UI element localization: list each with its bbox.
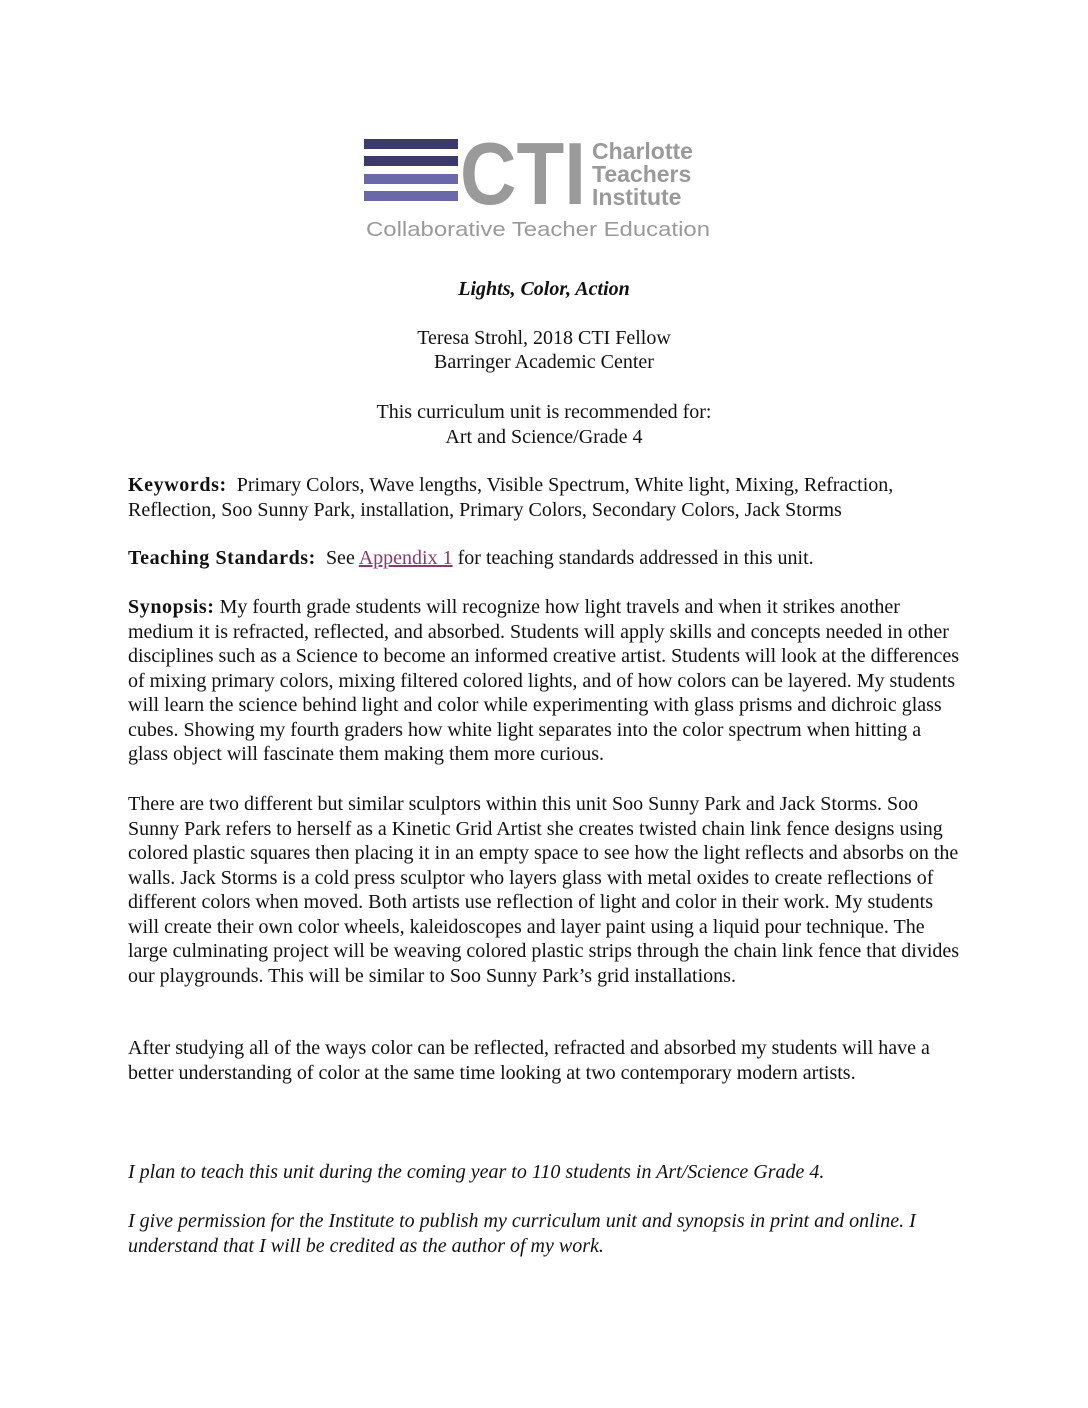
recommended-intro: This curriculum unit is recommended for: [376,401,712,423]
standards-post: for teaching standards addressed in this unit. [457,547,814,569]
cti-logo-graphic [364,134,720,244]
logo-bar-3 [364,174,458,184]
keywords-paragraph [128,473,964,522]
plan-statement: I plan to teach this unit during the coming year to 110 students in Art/Science Grade 4. [128,1161,825,1183]
appendix-1-link[interactable]: Appendix 1 [358,547,453,569]
logo-bar-2 [364,156,458,166]
logo-tagline: Collaborative Teacher Education [366,219,710,241]
synopsis-label: Synopsis: [128,596,215,618]
standards-paragraph [128,546,964,571]
keywords-label: Keywords: [128,474,227,496]
logo-name-line1: Charlotte [592,138,693,164]
unit-title: Lights, Color, Action [458,278,630,300]
keywords-text: Primary Colors, Wave lengths, Visible Spectrum, White light, Mixing, Refraction, Reflection, Soo Sunny Park, installation, Primary Colors, Secondary Colors, Jack Storms [128,474,894,521]
author-line: Teresa Strohl, 2018 CTI Fellow [417,327,671,349]
recommended-for: Art and Science/Grade 4 [445,426,643,448]
standards-pre: See [325,547,355,569]
school-line: Barringer Academic Center [434,351,654,373]
synopsis-paragraph [128,595,964,767]
logo-bar-4 [364,191,458,201]
standards-label: Teaching Standards: [128,547,316,569]
permission-statement: I give permission for the Institute to publish my curriculum unit and synopsis in print and online. I understand that I will be credited as the author of my work. [128,1210,916,1257]
logo-name-line3: Institute [592,184,682,210]
conclusion-paragraph: After studying all of the ways color can be reflected, refracted and absorbed my students will have a better understanding of color at the same time looking at two contemporary modern artists. [128,1037,930,1084]
logo-acronym: CTI [460,134,586,223]
cti-logo [364,134,720,244]
sculptors-paragraph: There are two different but similar sculptors within this unit Soo Sunny Park and Jack Storms. Soo Sunny Park refers to herself as a Kinetic Grid Artist she creates twisted chain link fence designs using colored plastic squares then placing it in an empty space to see how the light reflects and absorbs on the walls. Jack Storms is a cold press sculptor who layers glass with metal oxides to create reflections of different colors when moved. Both artists use reflection of light and color in their work. My students will create their own color wheels, kaleidoscopes and layer paint using a liquid pour technique. The large culminating project will be weaving colored plastic strips through the chain link fence that divides our playgrounds. This will be similar to Soo Sunny Park’s grid installations. [128,793,960,987]
logo-name-line2: Teachers [592,161,692,187]
synopsis-text: My fourth grade students will recognize how light travels and when it strikes another medium it is refracted, reflected, and absorbed. Students will apply skills and concepts needed in other disciplines such as a Science to become an informed creative artist. Students will look at the differences of mixing primary colors, mixing filtered colored lights, and of how colors can be layered. My students will learn the science behind light and color while experimenting with glass prisms and dichroic glass cubes. Showing my fourth graders how white light separates into the color spectrum when hitting a glass object will fascinate them making them more curious. [128,596,960,765]
logo-bar-1 [364,139,458,149]
